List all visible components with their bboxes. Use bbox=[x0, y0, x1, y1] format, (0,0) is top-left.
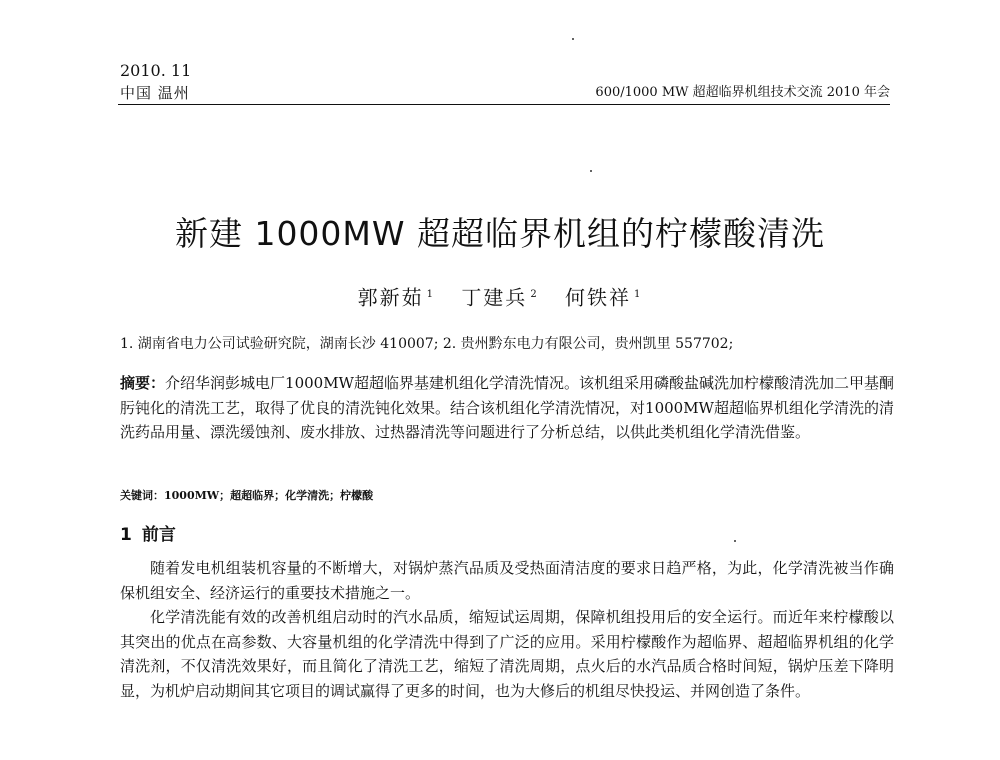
keywords-label: 关键词： bbox=[120, 489, 164, 502]
section-number: 1 bbox=[120, 525, 132, 545]
author-name: 何铁祥 bbox=[565, 285, 632, 310]
author-name: 丁建兵 bbox=[461, 285, 528, 310]
header-conference: 600/1000 MW 超超临界机组技术交流 2010 年会 bbox=[595, 85, 890, 100]
author bbox=[565, 282, 642, 311]
author-affil-mark: 1 bbox=[634, 289, 643, 300]
section-title: 前言 bbox=[141, 525, 176, 545]
keywords-text: 1000MW；超超临界；化学清洗；柠檬酸 bbox=[164, 489, 374, 502]
abstract-label: 摘要： bbox=[120, 374, 166, 392]
author bbox=[358, 282, 435, 311]
section-body bbox=[120, 556, 894, 703]
author-affil-mark: 2 bbox=[530, 289, 539, 300]
header-rule bbox=[118, 104, 890, 105]
abstract-text: 介绍华润彭城电厂1000MW超超临界基建机组化学清洗情况。该机组采用磷酸盐碱洗加柠檬酸清洗加二甲基酮肟钝化的清洗工艺，取得了优良的清洗钝化效果。结合该机组化学清洗情况，对1000MW超超临界机组化学清洗的清洗药品用量、漂洗缓蚀剂、废水排放、过热器清洗等问题进行了分析总结，以供此类机组化学清洗借鉴。 bbox=[120, 374, 894, 441]
keywords bbox=[120, 488, 894, 504]
header-date: 2010. 11 bbox=[120, 61, 192, 80]
section-heading bbox=[120, 524, 176, 546]
author-affil-mark: 1 bbox=[426, 289, 435, 300]
scan-speck bbox=[734, 540, 736, 542]
author bbox=[461, 282, 538, 311]
affiliations: 1. 湖南省电力公司试验研究院，湖南长沙 410007; 2. 贵州黔东电力有限公司，贵州凯里 557702; bbox=[120, 336, 734, 352]
scan-speck bbox=[590, 170, 592, 172]
abstract bbox=[120, 371, 894, 445]
author-name: 郭新茹 bbox=[357, 285, 424, 310]
scan-speck bbox=[572, 38, 574, 40]
body-paragraph: 随着发电机组装机容量的不断增大，对锅炉蒸汽品质及受热面清洁度的要求日趋严格，为此，化学清洗被当作确保机组安全、经济运行的重要技术措施之一。 bbox=[120, 559, 894, 602]
header-place: 中国 温州 bbox=[120, 84, 190, 102]
body-paragraph: 化学清洗能有效的改善机组启动时的汽水品质，缩短试运周期，保障机组投用后的安全运行。而近年来柠檬酸以其突出的优点在高参数、大容量机组的化学清洗中得到了广泛的应用。采用柠檬酸作为超临界、超超临界机组的化学清洗剂，不仅清洗效果好，而且简化了清洗工艺，缩短了清洗周期，点火后的水汽品质合格时间短，锅炉压差下降明显，为机炉启动期间其它项目的调试赢得了更多的时间，也为大修后的机组尽快投运、并网创造了条件。 bbox=[120, 608, 894, 700]
paper-title: 新建 1000MW 超超临界机组的柠檬酸清洗 bbox=[174, 214, 826, 253]
author-list bbox=[0, 282, 1000, 311]
